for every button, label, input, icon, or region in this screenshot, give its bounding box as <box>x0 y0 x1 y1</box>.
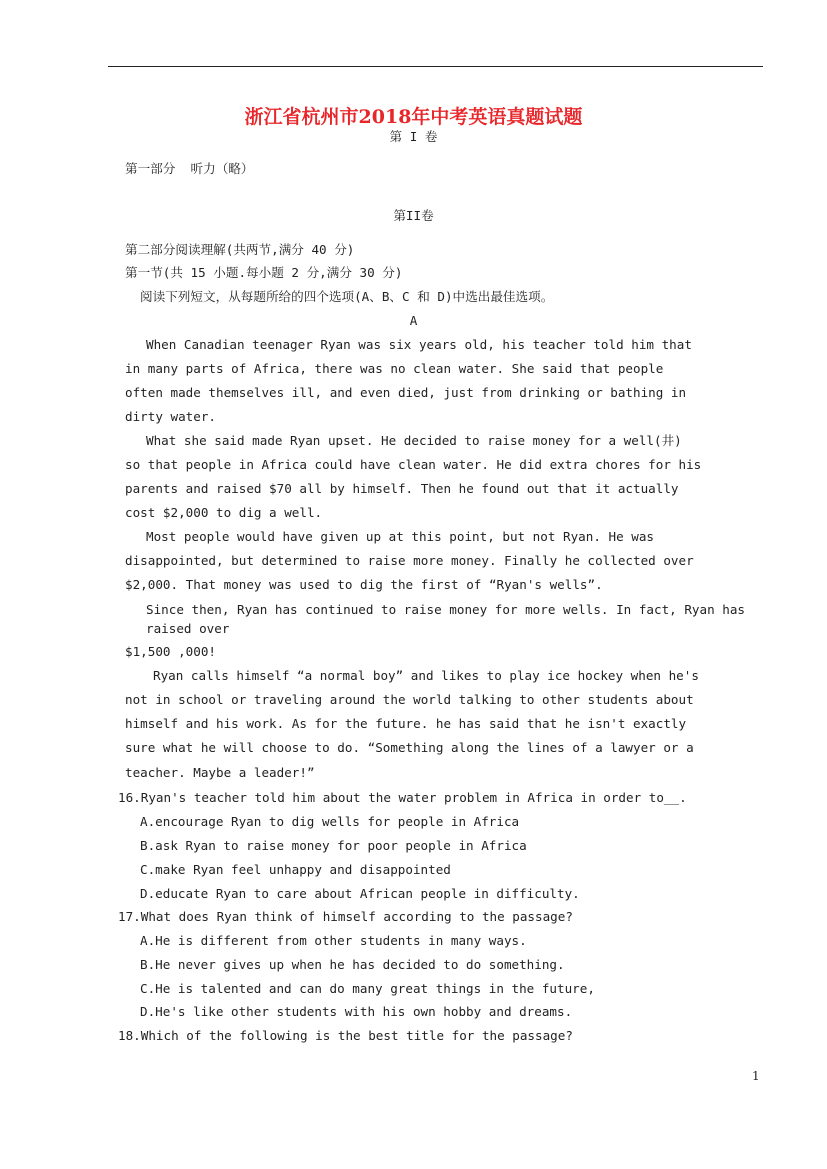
passage-line: Ryan calls himself “a normal boy” and likes to play ice hockey when he's <box>153 668 699 683</box>
document-title: 浙江省杭州市2018年中考英语真题试题 <box>244 106 583 128</box>
passage-line: teacher. Maybe a leader!” <box>125 765 315 780</box>
passage-line: $2,000. That money was used to dig the first of “Ryan's wells”. <box>125 577 603 592</box>
passage-line: often made themselves ill, and even died, just from drinking or bathing in <box>125 385 687 400</box>
passage-line: Since then, Ryan has continued to raise money for more wells. In fact, Ryan has <box>146 602 745 617</box>
passage-line: so that people in Africa could have clean water. He did extra chores for his <box>125 457 702 472</box>
question-16-stem: 16.Ryan's teacher told him about the water problem in Africa in order to__. <box>118 790 687 805</box>
section-1-heading: 第一节(共 15 小题.每小题 2 分,满分 30 分) <box>125 265 403 280</box>
question-17-option-b: B.He never gives up when he has decided to do something. <box>140 957 565 972</box>
question-17-stem: 17.What does Ryan think of himself according to the passage? <box>118 909 573 924</box>
volume-2-heading: 第II卷 <box>393 208 434 223</box>
passage-line: cost $2,000 to dig a well. <box>125 505 323 520</box>
passage-line: When Canadian teenager Ryan was six years old, his teacher told him that <box>146 337 692 352</box>
passage-line: sure what he will choose to do. “Something along the lines of a lawyer or a <box>125 740 694 755</box>
header-rule <box>108 66 763 67</box>
passage-line: raised over <box>146 621 230 636</box>
passage-line: not in school or traveling around the world talking to other students about <box>125 692 694 707</box>
passage-line: in many parts of Africa, there was no clean water. She said that people <box>125 361 664 376</box>
passage-line: $1,500 ,000! <box>125 644 216 659</box>
question-16-option-b: B.ask Ryan to raise money for poor people in Africa <box>140 838 527 853</box>
passage-line: parents and raised $70 all by himself. Then he found out that it actually <box>125 481 679 496</box>
question-17-option-d: D.He's like other students with his own hobby and dreams. <box>140 1004 573 1019</box>
question-16-option-c: C.make Ryan feel unhappy and disappointed <box>140 862 451 877</box>
part-2-heading: 第二部分阅读理解(共两节,满分 40 分) <box>125 242 355 257</box>
passage-line: What she said made Ryan upset. He decided to raise money for a well(井) <box>146 433 682 448</box>
passage-line: Most people would have given up at this point, but not Ryan. He was <box>146 529 654 544</box>
passage-line: dirty water. <box>125 409 216 424</box>
question-17-option-a: A.He is different from other students in many ways. <box>140 933 527 948</box>
part-1-heading: 第一部分 听力（略） <box>125 161 254 176</box>
question-16-option-a: A.encourage Ryan to dig wells for people in Africa <box>140 814 520 829</box>
question-16-option-d: D.educate Ryan to care about African people in difficulty. <box>140 886 580 901</box>
passage-label: A <box>409 313 418 328</box>
passage-line: disappointed, but determined to raise more money. Finally he collected over <box>125 553 694 568</box>
page-number: 1 <box>752 1069 760 1083</box>
question-17-option-c: C.He is talented and can do many great things in the future, <box>140 981 595 996</box>
volume-1-heading: 第 I 卷 <box>389 129 438 144</box>
passage-line: himself and his work. As for the future. he has said that he isn't exactly <box>125 716 687 731</box>
instructions: 阅读下列短文，从每题所给的四个选项(A、B、C 和 D)中选出最佳选项。 <box>140 289 554 304</box>
question-18-stem: 18.Which of the following is the best title for the passage? <box>118 1028 573 1043</box>
